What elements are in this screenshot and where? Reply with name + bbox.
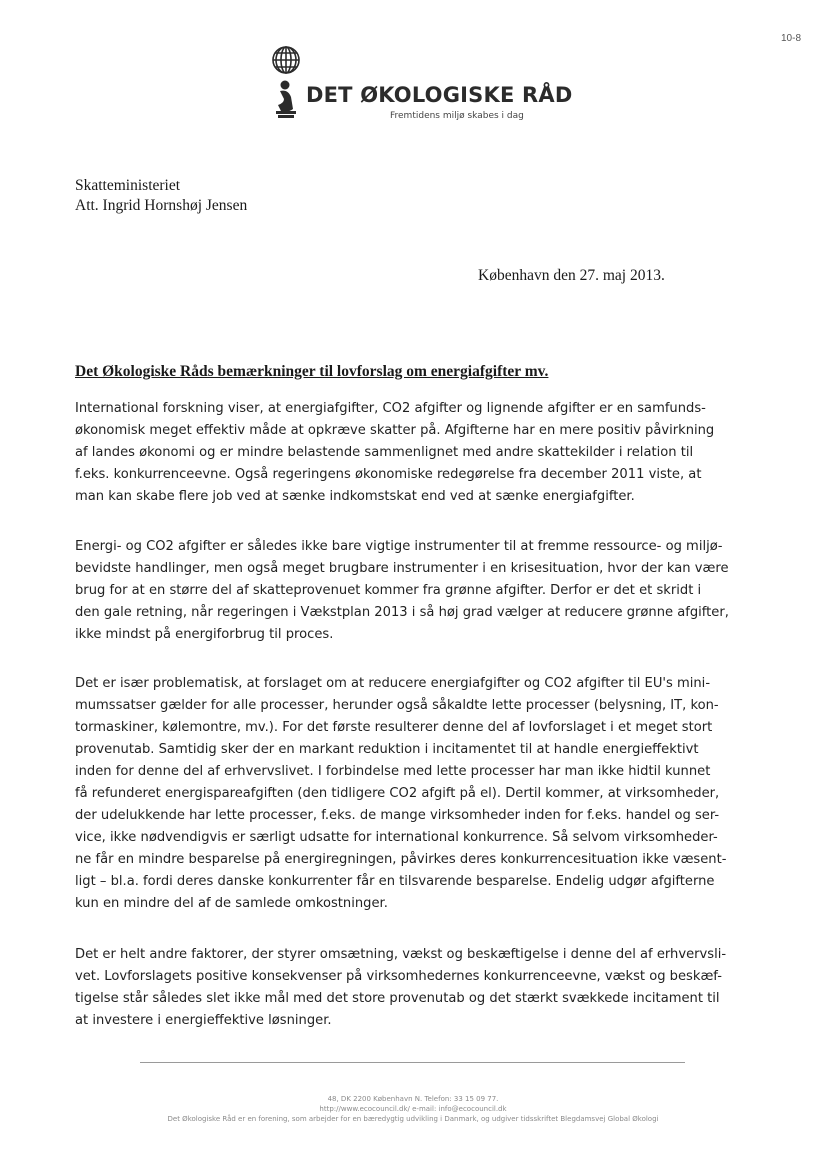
footer-address: 48, DK 2200 København N. Telefon: 33 15 09 77.: [327, 1095, 499, 1103]
text-line: brug for at en større del af skatteprovenuet kommer fra grønne afgifter. Derfor er det et skridt i: [75, 583, 702, 598]
text-line: af landes økonomi og er mindre belastende sammenlignet med andre skattekilder i relation til: [75, 445, 694, 460]
letter-date: København den 27. maj 2013.: [478, 267, 665, 284]
recipient-line: Att. Ingrid Hornshøj Jensen: [75, 197, 248, 214]
text-line: få refunderet energispareafgiften (den tidligere CO2 afgift på el). Dertil kommer, at virksomheder,: [75, 786, 720, 801]
recipient-line: Skatteministeriet: [75, 177, 181, 194]
globe-figure-icon: [266, 45, 306, 123]
letter-subject: Det Økologiske Råds bemærkninger til lovforslag om energiafgifter mv.: [75, 363, 549, 380]
body-paragraph: [75, 944, 751, 1032]
text-line: vet. Lovforslagets positive konsekvenser på virksomhedernes konkurrenceevne, vækst og beskæf-: [75, 969, 722, 984]
text-line: man kan skabe flere job ved at sænke indkomstskat end ved at sænke energiafgifter.: [75, 489, 635, 504]
text-line: økonomisk meget effektiv måde at opkræve skatter på. Afgifterne har en mere positiv påvirkning: [75, 423, 715, 438]
text-line: inden for denne del af erhvervslivet. I forbindelse med lette processer har man ikke hidtil kunnet: [75, 764, 711, 779]
footer-contact: http://www.ecocouncil.dk/ e-mail: info@ecocouncil.dk: [319, 1105, 507, 1113]
organization-tagline: Fremtidens miljø skabes i dag: [390, 111, 524, 121]
text-line: Det er helt andre faktorer, der styrer omsætning, vækst og beskæftigelse i denne del af erhvervsli-: [75, 947, 727, 962]
text-line: Det er især problematisk, at forslaget om at reducere energiafgifter og CO2 afgifter til EU's mini-: [75, 676, 711, 691]
text-line: at investere i energieffektive løsninger.: [75, 1013, 332, 1028]
corner-page-mark: 10-8: [781, 33, 802, 44]
text-line: kun en mindre del af de samlede omkostninger.: [75, 896, 388, 911]
text-line: tormaskiner, kølemontre, mv.). For det første resulterer denne del af lovforslaget i et meget stort: [75, 720, 713, 735]
footer-divider: [140, 1062, 685, 1063]
text-line: Energi- og CO2 afgifter er således ikke bare vigtige instrumenter til at fremme ressource- og miljø-: [75, 539, 723, 554]
letter-footer: [60, 1094, 766, 1124]
text-line: ligt – bl.a. fordi deres danske konkurrenter får en tilsvarende besparelse. Endelig udgør afgifterne: [75, 874, 715, 889]
text-line: f.eks. konkurrenceevne. Også regeringens økonomiske redegørelse fra december 2011 viste, at: [75, 467, 702, 482]
body-paragraph: [75, 536, 751, 646]
text-line: vice, ikke nødvendigvis er særligt udsatte for international konkurrence. Så selvom virksomheder-: [75, 830, 718, 845]
text-line: bevidste handlinger, men også meget brugbare instrumenter i en krisesituation, hvor der kan være: [75, 561, 729, 576]
text-line: International forskning viser, at energiafgifter, CO2 afgifter og lignende afgifter er en samfunds-: [75, 401, 706, 416]
text-line: ne får en mindre besparelse på energiregningen, påvirkes deres konkurrencesituation ikke væsent-: [75, 852, 727, 867]
recipient-address: [75, 176, 247, 216]
body-paragraph: [75, 673, 751, 915]
body-paragraph: [75, 398, 751, 508]
text-line: den gale retning, når regeringen i Vækstplan 2013 i så høj grad vælger at reducere grønne afgifter,: [75, 605, 729, 620]
text-line: der udelukkende har lette processer, f.eks. de mange virksomheder inden for f.eks. handel og ser-: [75, 808, 720, 823]
text-line: mumssatser gælder for alle processer, herunder også såkaldte lette processer (belysning, IT, kon-: [75, 698, 719, 713]
text-line: provenutab. Samtidig sker der en markant reduktion i incitamentet til at handle energieffektivt: [75, 742, 699, 757]
text-line: tigelse står således slet ikke mål med det store provenutab og det stærkt svækkede incitament til: [75, 991, 720, 1006]
text-line: ikke mindst på energiforbrug til proces.: [75, 627, 334, 642]
organization-logo: [266, 45, 573, 135]
organization-name: DET ØKOLOGISKE RÅD: [306, 83, 573, 107]
footer-description: Det Økologiske Råd er en forening, som arbejder for en bæredygtig udvikling i Danmark, og udgiver tidsskriftet Blegdamsvej Global Økologi: [167, 1115, 659, 1123]
